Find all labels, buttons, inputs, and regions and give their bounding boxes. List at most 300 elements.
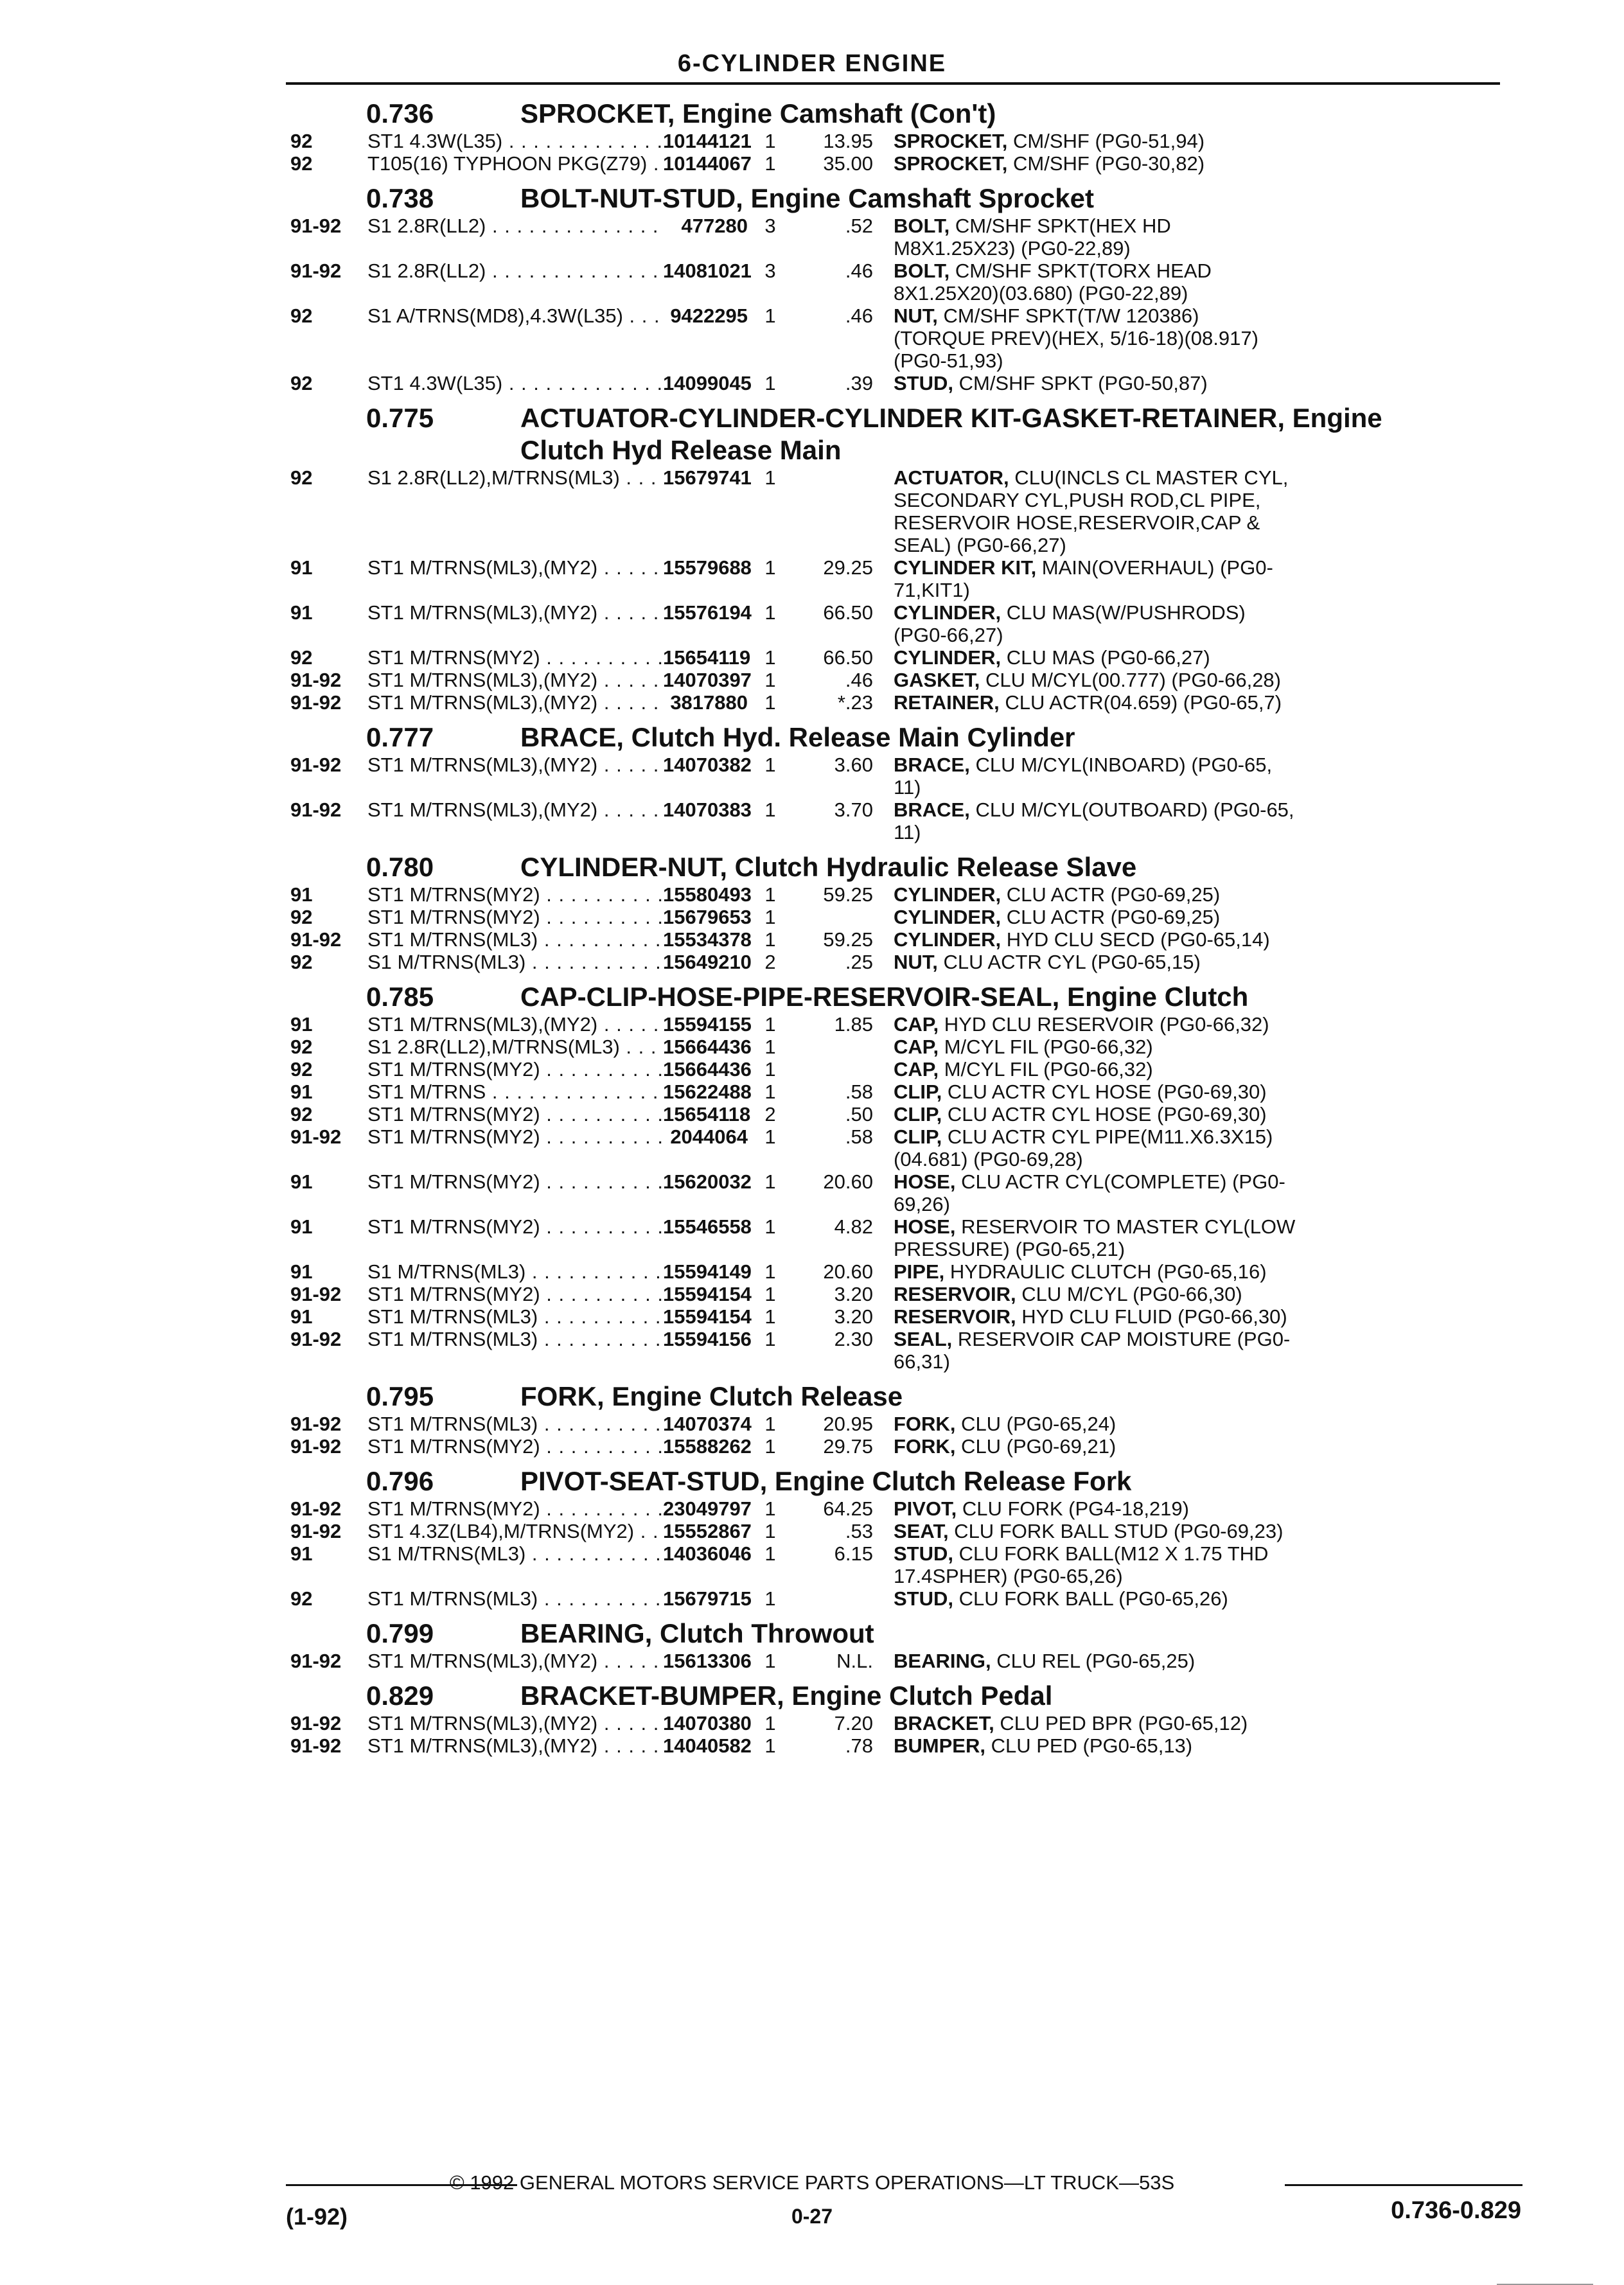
application: ST1 M/TRNS(MY2) . . . xyxy=(367,1283,663,1305)
part-row xyxy=(290,691,1511,714)
description xyxy=(873,1013,1511,1036)
part-number: 15649210 xyxy=(663,951,752,973)
description-detail: CLU MAS(W/PUSHRODS) (PG0-66,27) xyxy=(894,601,1246,646)
application: S1 2.8R(LL2),M/TRNS(ML3) . . . xyxy=(367,1036,663,1058)
part-number: 14070374 xyxy=(663,1413,752,1435)
section-heading xyxy=(290,182,1511,215)
quantity: 1 xyxy=(764,601,776,624)
description-part-name: BRACE, xyxy=(894,754,970,776)
part-number: 15654118 xyxy=(663,1103,751,1125)
quantity: 1 xyxy=(764,1542,776,1565)
section-0-738 xyxy=(290,182,1511,394)
price xyxy=(793,906,873,928)
model-year: 91-92 xyxy=(290,669,342,691)
section-0-799 xyxy=(290,1618,1511,1672)
price: 59.25 xyxy=(823,928,873,951)
part-number: 14070382 xyxy=(663,754,752,776)
price: .50 xyxy=(845,1103,873,1125)
part-number: 2044064 xyxy=(670,1125,748,1148)
part-row xyxy=(290,1734,1511,1757)
price: 4.82 xyxy=(834,1215,873,1238)
model-year: 92 xyxy=(290,1036,313,1058)
part-row xyxy=(290,372,1511,394)
model-year: 92 xyxy=(290,466,313,489)
price: 3.20 xyxy=(834,1305,873,1328)
description-detail: MAIN(OVERHAUL) (PG0- 71,KIT1) xyxy=(894,556,1273,601)
section-number: 0.777 xyxy=(366,722,434,752)
part-row xyxy=(290,1215,1511,1260)
description xyxy=(873,1260,1511,1283)
model-year: 91-92 xyxy=(290,754,342,776)
description-part-name: STUD, xyxy=(894,1542,953,1565)
price: .53 xyxy=(845,1520,873,1542)
section-title: FORK, Engine Clutch Release xyxy=(520,1381,903,1411)
part-number: 3817880 xyxy=(670,691,748,714)
quantity: 1 xyxy=(764,754,776,776)
description-detail: CLU (PG0-65,24) xyxy=(955,1413,1116,1435)
quantity: 1 xyxy=(764,1520,776,1542)
part-number: 15552867 xyxy=(663,1520,752,1542)
description-part-name: ACTUATOR, xyxy=(894,466,1009,489)
price: .46 xyxy=(845,669,873,691)
application: ST1 M/TRNS(MY2) . . . xyxy=(367,883,663,906)
description xyxy=(873,556,1511,601)
model-year: 92 xyxy=(290,1058,313,1081)
description xyxy=(873,928,1511,951)
description-part-name: NUT, xyxy=(894,304,938,327)
part-row xyxy=(290,1712,1511,1734)
part-number: 477280 xyxy=(681,215,748,237)
quantity: 1 xyxy=(764,1215,776,1238)
description-detail: CLU ACTR CYL HOSE (PG0-69,30) xyxy=(942,1081,1267,1103)
quantity: 3 xyxy=(764,260,776,282)
application: ST1 M/TRNS(ML3),(MY2) . . . xyxy=(367,1650,663,1672)
application: ST1 M/TRNS(ML3),(MY2) . . . xyxy=(367,1712,663,1734)
application: ST1 4.3W(L35) . . . xyxy=(367,372,663,394)
description xyxy=(873,1125,1511,1170)
section-number: 0.799 xyxy=(366,1618,434,1648)
application: ST1 M/TRNS(ML3),(MY2) . . . xyxy=(367,1734,663,1757)
model-year: 92 xyxy=(290,304,313,327)
section-0-795 xyxy=(290,1381,1511,1458)
description xyxy=(873,1734,1511,1757)
section-number: 0.796 xyxy=(366,1466,434,1496)
part-row xyxy=(290,1260,1511,1283)
quantity: 1 xyxy=(764,1260,776,1283)
description-part-name: SPROCKET, xyxy=(894,152,1008,175)
application: S1 2.8R(LL2),M/TRNS(ML3) . . . xyxy=(367,466,663,556)
application: ST1 M/TRNS(ML3),(MY2) . . . xyxy=(367,556,663,601)
part-number: 15654119 xyxy=(663,646,751,669)
description-detail: CLU PED BPR (PG0-65,12) xyxy=(994,1712,1248,1734)
description xyxy=(873,1170,1511,1215)
quantity: 1 xyxy=(764,1328,776,1350)
description xyxy=(873,1081,1511,1103)
quantity: 1 xyxy=(764,1058,776,1081)
price: .52 xyxy=(845,215,873,237)
price: 59.25 xyxy=(823,883,873,906)
application: ST1 M/TRNS(MY2) . . . xyxy=(367,1497,663,1520)
application: ST1 M/TRNS(ML3) . . . xyxy=(367,1587,663,1610)
application: ST1 M/TRNS(MY2) . . . xyxy=(367,646,663,669)
description-part-name: CYLINDER, xyxy=(894,906,1002,928)
description-part-name: BOLT, xyxy=(894,215,950,237)
quantity: 1 xyxy=(764,669,776,691)
model-year: 91-92 xyxy=(290,928,342,951)
description-part-name: BUMPER, xyxy=(894,1734,985,1757)
model-year: 91 xyxy=(290,1013,313,1036)
price: .46 xyxy=(845,304,873,327)
price: 1.85 xyxy=(834,1013,873,1036)
quantity: 1 xyxy=(764,1587,776,1610)
description-part-name: STUD, xyxy=(894,1587,953,1610)
part-row xyxy=(290,1305,1511,1328)
application: ST1 4.3Z(LB4),M/TRNS(MY2) . . . xyxy=(367,1520,663,1542)
description-detail: CM/SHF (PG0-30,82) xyxy=(1007,152,1205,175)
description-detail: CLU M/CYL(OUTBOARD) (PG0-65, 11) xyxy=(894,798,1294,843)
part-row xyxy=(290,928,1511,951)
description-part-name: RESERVOIR, xyxy=(894,1283,1016,1305)
quantity: 1 xyxy=(764,928,776,951)
model-year: 91 xyxy=(290,1260,313,1283)
quantity: 1 xyxy=(764,1283,776,1305)
price xyxy=(793,1036,873,1058)
part-number: 15546558 xyxy=(663,1215,752,1238)
part-number: 15679715 xyxy=(663,1587,752,1610)
page-header: 6-CYLINDER ENGINE xyxy=(677,50,947,77)
application: ST1 4.3W(L35) . . . xyxy=(367,130,663,152)
description xyxy=(873,754,1511,798)
quantity: 1 xyxy=(764,304,776,327)
part-number: 15664436 xyxy=(663,1058,752,1081)
section-number: 0.829 xyxy=(366,1681,434,1711)
part-number: 10144121 xyxy=(663,130,752,152)
part-number: 9422295 xyxy=(670,304,748,327)
model-year: 91-92 xyxy=(290,691,342,714)
description-detail: CLU M/CYL(INBOARD) (PG0-65, 11) xyxy=(894,754,1273,798)
price: N.L. xyxy=(836,1650,873,1672)
quantity: 1 xyxy=(764,1305,776,1328)
description xyxy=(873,1413,1511,1435)
description-part-name: HOSE, xyxy=(894,1170,956,1193)
description-detail: M/CYL FIL (PG0-66,32) xyxy=(939,1058,1153,1081)
part-row xyxy=(290,1103,1511,1125)
section-0-777 xyxy=(290,721,1511,843)
part-row xyxy=(290,556,1511,601)
section-heading xyxy=(290,1381,1511,1413)
price xyxy=(793,1587,873,1610)
price: 66.50 xyxy=(823,601,873,624)
application: ST1 M/TRNS(MY2) . . . xyxy=(367,1170,663,1215)
part-number: 15579688 xyxy=(663,556,752,579)
application: ST1 M/TRNS . . . xyxy=(367,1081,663,1103)
application: ST1 M/TRNS(MY2) . . . xyxy=(367,906,663,928)
part-number: 23049797 xyxy=(663,1497,752,1520)
description-detail: HYD CLU SECD (PG0-65,14) xyxy=(1001,928,1270,951)
description-part-name: BOLT, xyxy=(894,260,950,282)
quantity: 1 xyxy=(764,883,776,906)
price: 29.25 xyxy=(823,556,873,579)
part-row xyxy=(290,1497,1511,1520)
description-detail: CLU ACTR CYL (PG0-65,15) xyxy=(937,951,1201,973)
application: ST1 M/TRNS(ML3) . . . xyxy=(367,928,663,951)
section-0-780 xyxy=(290,851,1511,973)
part-number: 15576194 xyxy=(663,601,752,624)
model-year: 91 xyxy=(290,601,313,624)
part-row xyxy=(290,215,1511,260)
model-year: 91-92 xyxy=(290,1283,342,1305)
description-part-name: CYLINDER KIT, xyxy=(894,556,1037,579)
section-heading xyxy=(290,1680,1511,1712)
section-heading xyxy=(290,402,1511,466)
part-number: 14040582 xyxy=(663,1734,752,1757)
price: 66.50 xyxy=(823,646,873,669)
description-part-name: CYLINDER, xyxy=(894,601,1002,624)
part-row xyxy=(290,1328,1511,1373)
description-part-name: CYLINDER, xyxy=(894,646,1002,669)
price: .46 xyxy=(845,260,873,282)
description-part-name: BRACE, xyxy=(894,798,970,821)
model-year: 91-92 xyxy=(290,798,342,821)
model-year: 91-92 xyxy=(290,1734,342,1757)
description-part-name: SPROCKET, xyxy=(894,130,1008,152)
model-year: 91 xyxy=(290,1081,313,1103)
application: ST1 M/TRNS(MY2) . . . xyxy=(367,1058,663,1081)
description-part-name: STUD, xyxy=(894,372,953,394)
quantity: 1 xyxy=(764,1734,776,1757)
part-row xyxy=(290,1520,1511,1542)
description-detail: CLU FORK BALL (PG0-65,26) xyxy=(953,1587,1228,1610)
price: 20.95 xyxy=(823,1413,873,1435)
quantity: 1 xyxy=(764,1170,776,1193)
quantity: 1 xyxy=(764,152,776,175)
description xyxy=(873,215,1511,260)
part-number: 14036046 xyxy=(663,1542,752,1565)
model-year: 91-92 xyxy=(290,1497,342,1520)
price: .78 xyxy=(845,1734,873,1757)
part-row xyxy=(290,1036,1511,1058)
model-year: 92 xyxy=(290,1103,313,1125)
description xyxy=(873,906,1511,928)
application: ST1 M/TRNS(ML3),(MY2) . . . xyxy=(367,601,663,646)
section-title: CYLINDER-NUT, Clutch Hydraulic Release Slave xyxy=(520,852,1137,882)
part-number: 15594154 xyxy=(663,1283,752,1305)
description-part-name: CYLINDER, xyxy=(894,883,1002,906)
model-year: 91-92 xyxy=(290,1435,342,1458)
description-detail: CLU FORK BALL STUD (PG0-69,23) xyxy=(948,1520,1284,1542)
description-part-name: HOSE, xyxy=(894,1215,956,1238)
description xyxy=(873,130,1511,152)
part-number: 15588262 xyxy=(663,1435,752,1458)
description-detail: CLU ACTR CYL HOSE (PG0-69,30) xyxy=(942,1103,1267,1125)
description-part-name: GASKET, xyxy=(894,669,980,691)
part-number: 15594156 xyxy=(663,1328,752,1350)
quantity: 1 xyxy=(764,1497,776,1520)
application: ST1 M/TRNS(ML3),(MY2) . . . xyxy=(367,1013,663,1036)
footer-revision: (1-92) xyxy=(286,2203,348,2230)
part-row xyxy=(290,601,1511,646)
description xyxy=(873,1587,1511,1610)
section-title: BOLT-NUT-STUD, Engine Camshaft Sprocket xyxy=(520,183,1094,213)
application: ST1 M/TRNS(ML3) . . . xyxy=(367,1413,663,1435)
description-detail: CLU (PG0-69,21) xyxy=(955,1435,1116,1458)
part-row xyxy=(290,1125,1511,1170)
part-row xyxy=(290,883,1511,906)
description xyxy=(873,646,1511,669)
quantity: 1 xyxy=(764,1081,776,1103)
description xyxy=(873,1542,1511,1587)
quantity: 1 xyxy=(764,556,776,579)
model-year: 91-92 xyxy=(290,1712,342,1734)
quantity: 1 xyxy=(764,906,776,928)
description xyxy=(873,669,1511,691)
part-row xyxy=(290,130,1511,152)
price xyxy=(793,1058,873,1081)
price: 7.20 xyxy=(834,1712,873,1734)
application: S1 M/TRNS(ML3) . . . xyxy=(367,1542,663,1587)
section-title: PIVOT-SEAT-STUD, Engine Clutch Release Fork xyxy=(520,1466,1132,1496)
description xyxy=(873,1520,1511,1542)
description xyxy=(873,1497,1511,1520)
description-detail: CM/SHF SPKT(T/W 120386) (TORQUE PREV)(HEX, 5/16-18)(08.917) (PG0-51,93) xyxy=(894,304,1258,372)
part-number: 14070383 xyxy=(663,798,752,821)
quantity: 3 xyxy=(764,215,776,237)
footer-range: 0.736-0.829 xyxy=(1391,2197,1521,2224)
quantity: 1 xyxy=(764,130,776,152)
section-title: ACTUATOR-CYLINDER-CYLINDER KIT-GASKET-RETAINER, Engine Clutch Hyd Release Main xyxy=(520,403,1382,465)
section-number: 0.736 xyxy=(366,98,434,128)
quantity: 1 xyxy=(764,691,776,714)
application: ST1 M/TRNS(ML3),(MY2) . . . xyxy=(367,798,663,843)
description-part-name: BEARING, xyxy=(894,1650,991,1672)
price: 6.15 xyxy=(834,1542,873,1565)
application: S1 M/TRNS(ML3) . . . xyxy=(367,951,663,973)
description-detail: CLU ACTR(04.659) (PG0-65,7) xyxy=(999,691,1282,714)
section-0-736 xyxy=(290,98,1511,175)
model-year: 91 xyxy=(290,1215,313,1238)
description-detail: CM/SHF (PG0-51,94) xyxy=(1007,130,1205,152)
part-number: 15534378 xyxy=(663,928,752,951)
part-row xyxy=(290,754,1511,798)
application: ST1 M/TRNS(ML3),(MY2) . . . xyxy=(367,669,663,691)
description-part-name: BRACKET, xyxy=(894,1712,994,1734)
quantity: 1 xyxy=(764,1036,776,1058)
part-row xyxy=(290,951,1511,973)
part-row xyxy=(290,646,1511,669)
description xyxy=(873,1650,1511,1672)
part-number: 14099045 xyxy=(663,372,752,394)
description-detail: CLU(INCLS CL MASTER CYL, SECONDARY CYL,PUSH ROD,CL PIPE, RESERVOIR HOSE,RESERVOIR,CAP & SEAL) (PG0-66,27) xyxy=(894,466,1289,556)
part-number: 15594154 xyxy=(663,1305,752,1328)
header-rule xyxy=(286,82,1500,85)
part-row xyxy=(290,1413,1511,1435)
model-year: 91-92 xyxy=(290,215,342,237)
section-0-796 xyxy=(290,1465,1511,1610)
price: 3.60 xyxy=(834,754,873,776)
model-year: 92 xyxy=(290,1587,313,1610)
part-row xyxy=(290,906,1511,928)
description-part-name: CYLINDER, xyxy=(894,928,1002,951)
description xyxy=(873,304,1511,372)
quantity: 1 xyxy=(764,1413,776,1435)
application: ST1 M/TRNS(MY2) . . . xyxy=(367,1103,663,1125)
section-0-829 xyxy=(290,1680,1511,1757)
description xyxy=(873,1215,1511,1260)
price: 20.60 xyxy=(823,1170,873,1193)
part-row xyxy=(290,669,1511,691)
application: ST1 M/TRNS(ML3) . . . xyxy=(367,1305,663,1328)
description-part-name: CAP, xyxy=(894,1036,939,1058)
application: ST1 M/TRNS(ML3) . . . xyxy=(367,1328,663,1373)
description-detail: CLU FORK (PG4-18,219) xyxy=(957,1497,1189,1520)
price: 64.25 xyxy=(823,1497,873,1520)
description-part-name: RETAINER, xyxy=(894,691,1000,714)
description-detail: CLU ACTR (PG0-69,25) xyxy=(1001,883,1221,906)
model-year: 91-92 xyxy=(290,1520,342,1542)
part-number: 15580493 xyxy=(663,883,752,906)
part-row xyxy=(290,1650,1511,1672)
description-detail: CLU FORK BALL(M12 X 1.75 THD 17.4SPHER) (PG0-65,26) xyxy=(894,1542,1269,1587)
part-number: 15664436 xyxy=(663,1036,752,1058)
part-row xyxy=(290,260,1511,304)
description xyxy=(873,1305,1511,1328)
application: ST1 M/TRNS(MY2) . . . xyxy=(367,1215,663,1260)
quantity: 1 xyxy=(764,646,776,669)
price: .58 xyxy=(845,1125,873,1148)
description xyxy=(873,1283,1511,1305)
part-row xyxy=(290,1081,1511,1103)
price xyxy=(793,466,873,556)
part-row xyxy=(290,466,1511,556)
part-number: 15594155 xyxy=(663,1013,752,1036)
description-detail: HYD CLU RESERVOIR (PG0-66,32) xyxy=(939,1013,1269,1036)
description-detail: CM/SHF SPKT (PG0-50,87) xyxy=(953,372,1208,394)
description-detail: M/CYL FIL (PG0-66,32) xyxy=(939,1036,1153,1058)
description xyxy=(873,260,1511,304)
description-part-name: CAP, xyxy=(894,1058,939,1081)
description xyxy=(873,691,1511,714)
description-detail: CLU ACTR CYL(COMPLETE) (PG0- 69,26) xyxy=(894,1170,1285,1215)
price: 3.70 xyxy=(834,798,873,821)
model-year: 92 xyxy=(290,130,313,152)
section-title: BRACKET-BUMPER, Engine Clutch Pedal xyxy=(520,1681,1053,1711)
price: .25 xyxy=(845,951,873,973)
part-row xyxy=(290,1013,1511,1036)
section-title: CAP-CLIP-HOSE-PIPE-RESERVOIR-SEAL, Engine Clutch xyxy=(520,982,1249,1012)
model-year: 91-92 xyxy=(290,260,342,282)
quantity: 1 xyxy=(764,466,776,489)
price: 35.00 xyxy=(823,152,873,175)
description-part-name: CLIP, xyxy=(894,1081,942,1103)
section-heading xyxy=(290,981,1511,1013)
description-detail: CLU REL (PG0-65,25) xyxy=(991,1650,1196,1672)
part-row xyxy=(290,798,1511,843)
description-part-name: CLIP, xyxy=(894,1125,942,1148)
description-part-name: NUT, xyxy=(894,951,938,973)
quantity: 1 xyxy=(764,798,776,821)
description-detail: CM/SHF SPKT(TORX HEAD 8X1.25X20)(03.680) (PG0-22,89) xyxy=(894,260,1212,304)
application: ST1 M/TRNS(ML3),(MY2) . . . xyxy=(367,754,663,798)
model-year: 91 xyxy=(290,883,313,906)
part-number: 15594149 xyxy=(663,1260,752,1283)
section-0-775 xyxy=(290,402,1511,714)
application: ST1 M/TRNS(ML3),(MY2) . . . xyxy=(367,691,663,714)
description-part-name: CAP, xyxy=(894,1013,939,1036)
price: 20.60 xyxy=(823,1260,873,1283)
description xyxy=(873,601,1511,646)
model-year: 92 xyxy=(290,152,313,175)
quantity: 1 xyxy=(764,1712,776,1734)
